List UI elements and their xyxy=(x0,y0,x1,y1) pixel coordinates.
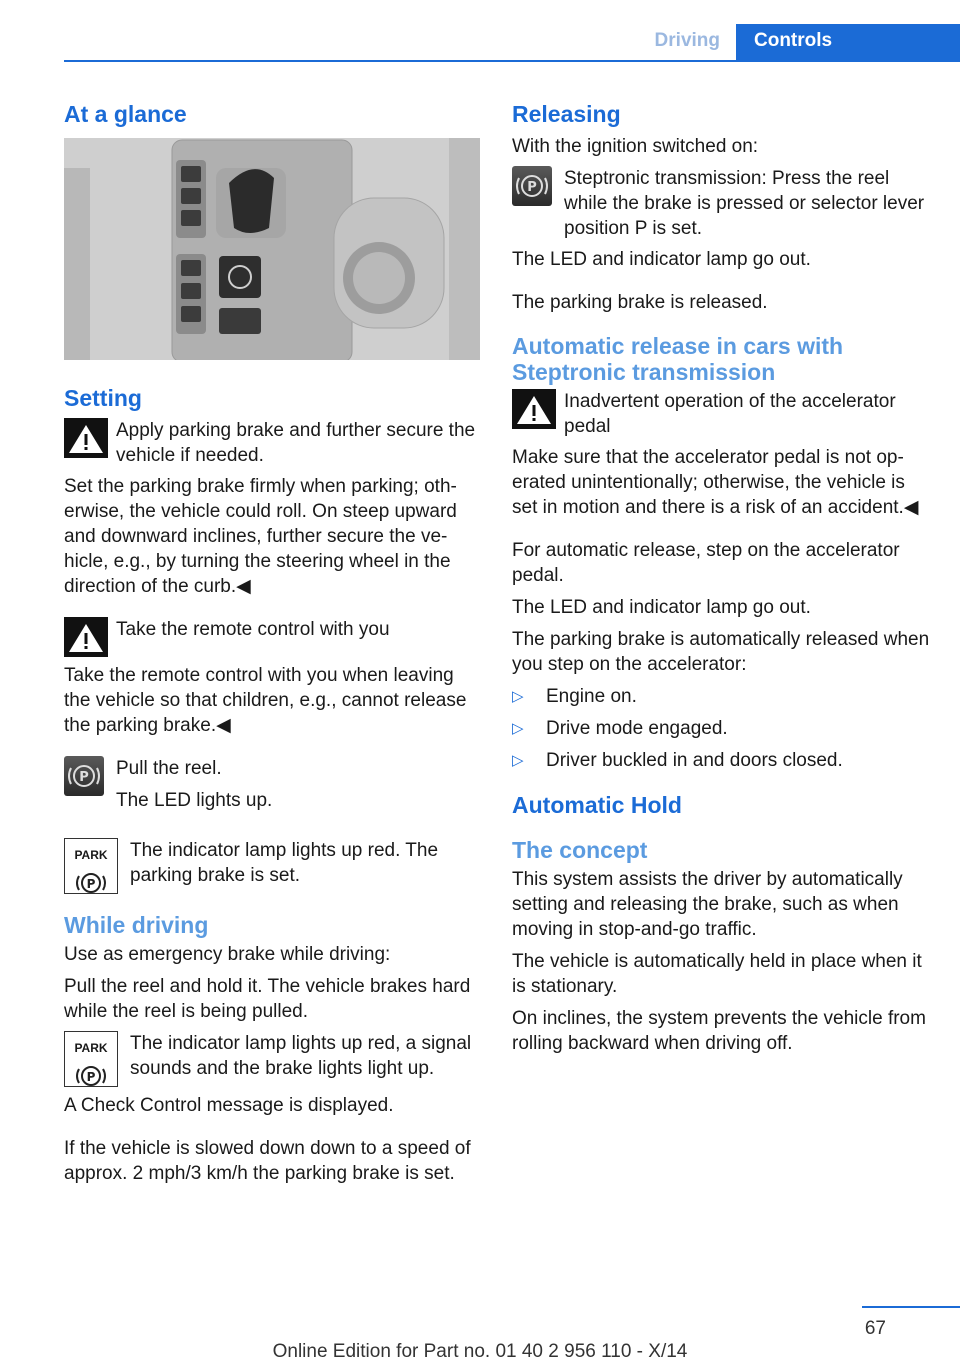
paragraph: With the ignition switched on: xyxy=(512,136,759,157)
heading-automatic-hold: Automatic Hold xyxy=(512,792,682,818)
parking-brake-button-block xyxy=(512,166,932,241)
paragraph: If the vehicle is slowed down down to a speed of approx. 2 mph/3 km/h the parking brake is set. xyxy=(64,1138,471,1184)
paragraph: The LED and indicator lamp go out. xyxy=(512,249,811,270)
paragraph: For automatic release, step on the accelerator pedal. xyxy=(512,540,900,586)
list-item: ▷ Drive mode engaged. xyxy=(512,718,728,739)
svg-text:P: P xyxy=(86,877,96,891)
left-column xyxy=(64,100,484,1193)
svg-text:P: P xyxy=(527,180,537,195)
heading-automatic-release: Automatic release in cars with Steptronic transmission xyxy=(512,333,844,385)
warning-block xyxy=(512,389,932,439)
warning-body: Take the remote control with you when leaving the vehicle so that children, e.g., cannot release the parking brake.◀ xyxy=(64,665,467,736)
warning-body: Make sure that the accelerator pedal is not operated unintentionally; otherwise, the vehicle is set in motion and there is a risk of an accident.◀ xyxy=(512,447,919,518)
warning-title: Inadvertent operation of the accelerator pedal xyxy=(564,391,896,437)
triangle-bullet-icon: ▷ xyxy=(512,720,524,737)
paragraph: The parking brake is automatically released when you step on the accelerator: xyxy=(512,629,930,675)
svg-text:P: P xyxy=(86,1070,96,1084)
warning-icon xyxy=(64,617,108,657)
footer-rule xyxy=(862,1306,960,1308)
paragraph: Use as emergency brake while driving: xyxy=(64,944,391,965)
warning-icon xyxy=(64,418,108,458)
parking-brake-button-block xyxy=(64,756,484,820)
park-indicator-icon xyxy=(64,1031,118,1087)
heading-at-a-glance: At a glance xyxy=(64,101,187,127)
park-lamp-block xyxy=(64,838,484,894)
release-instruction: Steptronic transmission: Press the reel while the brake is pressed or selector lever position P is set. xyxy=(564,168,925,239)
warning-title: Take the remote control with you xyxy=(116,619,390,640)
page-header xyxy=(0,0,960,64)
park-indicator-icon xyxy=(64,838,118,894)
instruction: The LED lights up. xyxy=(116,790,273,811)
triangle-bullet-icon: ▷ xyxy=(512,688,524,705)
warning-icon xyxy=(512,389,556,429)
park-label: PARK xyxy=(74,1041,108,1055)
list-item: ▷ Engine on. xyxy=(512,686,637,707)
paragraph: This system assists the driver by automatically setting and releasing the brake, such as when moving in stop-and-go traffic. xyxy=(512,869,903,940)
heading-releasing: Releasing xyxy=(512,101,621,127)
park-label: PARK xyxy=(74,848,108,862)
condition-list xyxy=(512,684,932,773)
right-column xyxy=(512,100,932,1063)
warning-title: Apply parking brake and further secure the vehicle if needed. xyxy=(116,420,476,466)
page-number: 67 xyxy=(864,1318,886,1339)
parking-brake-button-icon xyxy=(512,166,552,206)
paragraph: On inclines, the system prevents the vehicle from rolling backward when driving off. xyxy=(512,1008,926,1054)
park-lamp-text: The indicator lamp lights up red. The parking brake is set. xyxy=(130,840,439,886)
section-label: Driving xyxy=(654,30,720,51)
paragraph: The parking brake is released. xyxy=(512,292,768,313)
paragraph: Pull the reel and hold it. The vehicle brakes hard while the reel is being pulled. xyxy=(64,976,471,1022)
triangle-bullet-icon: ▷ xyxy=(512,752,524,769)
svg-text:P: P xyxy=(79,770,89,785)
heading-setting: Setting xyxy=(64,385,142,411)
warning-body: Set the parking brake firmly when parking; otherwise, the vehicle could roll. On steep upward and downward inclines, further secure the vehicle, e.g., by turning the steering wheel in the direction of the curb.◀ xyxy=(64,476,457,597)
heading-while-driving: While driving xyxy=(64,912,209,938)
chapter-tab: Controls xyxy=(736,24,960,62)
header-rule xyxy=(64,60,960,62)
parking-brake-button-icon xyxy=(64,756,104,796)
instruction: Pull the reel. xyxy=(116,758,222,779)
park-lamp-text: The indicator lamp lights up red, a signal sounds and the brake lights light up. xyxy=(130,1033,472,1079)
console-illustration xyxy=(64,138,480,360)
console-photo xyxy=(64,138,480,360)
paragraph: A Check Control message is displayed. xyxy=(64,1095,394,1116)
paragraph: The vehicle is automatically held in place when it is stationary. xyxy=(512,951,922,997)
heading-the-concept: The concept xyxy=(512,837,648,863)
warning-block xyxy=(64,617,484,657)
edition-note: Online Edition for Part no. 01 40 2 956 110 - X/14 xyxy=(272,1341,688,1362)
warning-block xyxy=(64,418,484,468)
park-lamp-block xyxy=(64,1031,484,1087)
paragraph: The LED and indicator lamp go out. xyxy=(512,597,811,618)
list-item: ▷ Driver buckled in and doors closed. xyxy=(512,750,843,771)
